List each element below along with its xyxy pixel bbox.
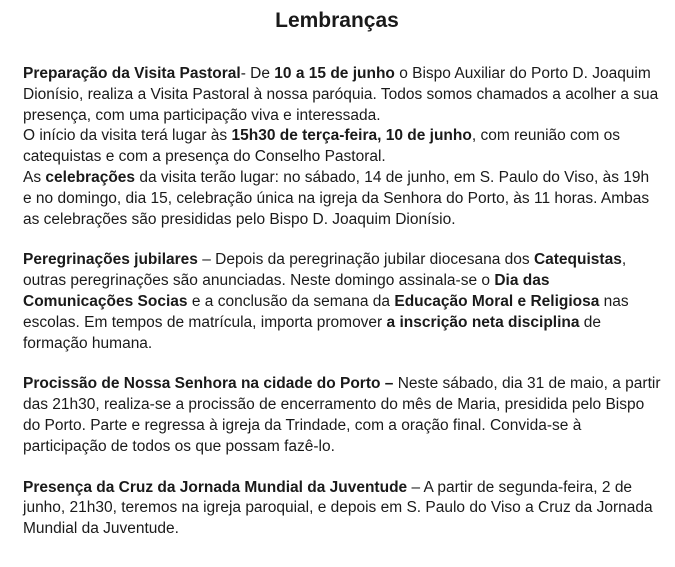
highlight-text: 15h30 de terça-feira, 10 de junho — [231, 127, 472, 145]
section-heading: Peregrinações jubilares — [23, 251, 198, 269]
body-text: o Bispo Auxiliar do Porto D. Joaquim Dionísio, realiza a Visita Pastoral à nossa paróquia. Todos somos chamados a acolher a sua presença, com uma participação viva e interessada. — [23, 65, 659, 124]
body-text: e a conclusão da semana da — [187, 292, 395, 310]
highlight-text: a inscrição neta disciplina — [386, 313, 580, 331]
section-visita-pastoral — [23, 64, 661, 230]
section-heading: Preparação da Visita Pastoral — [23, 65, 241, 82]
body-text: da visita terão lugar: no sábado, 14 de junho, em S. Paulo do Viso, às 19h e no domingo, dia 15, celebração única na igreja da Senhora do Porto, às 11 horas. Ambas as celebrações são presididas pelo Bispo D. Joaquim Dionísio. — [23, 168, 650, 228]
highlight-text: Dia das Comunicações Socias — [23, 272, 550, 310]
body-text: – A partir de segunda-feira, 2 de junho, 21h30, teremos na igreja paroquial, e depois em S. Paulo do Viso a Cruz da Jornada Mundial da Juventude. — [23, 478, 653, 538]
body-text: - De — [240, 65, 275, 82]
section-heading: Presença da Cruz da Jornada Mundial da Juventude — [23, 478, 408, 496]
section-peregrinacoes-jubilares — [23, 250, 661, 354]
body-text: As — [23, 168, 46, 186]
section-heading: Procissão de Nossa Senhora na cidade do Porto – — [23, 375, 394, 393]
body-text: Neste sábado, dia 31 de maio, a partir das 21h30, realiza-se a procissão de encerramento do mês de Maria, presidida pelo Bispo do Porto. Parte e regressa à igreja da Trindade, com a oração final. Convida-se à participação de todos os que possam fazê-lo. — [23, 375, 661, 455]
body-text: , com reunião com os catequistas e com a presença do Conselho Pastoral. — [23, 127, 621, 166]
body-text: – Depois da peregrinação jubilar diocesana dos — [197, 251, 534, 269]
highlight-text: celebrações — [45, 168, 136, 186]
highlight-text: Educação Moral e Religiosa — [394, 292, 600, 310]
body-text: , outras peregrinações são anunciadas. Neste domingo assinala-se o — [23, 251, 627, 290]
page-title: Lembranças — [275, 9, 399, 32]
body-text: O início da visita terá lugar às — [23, 127, 232, 145]
body-text: de formação humana. — [23, 313, 602, 352]
section-procissao-nossa-senhora — [23, 374, 661, 457]
body-text: nas escolas. Em tempos de matrícula, importa promover — [23, 292, 629, 331]
section-cruz-jornada-mundial — [23, 478, 661, 540]
highlight-text: Catequistas — [533, 251, 622, 269]
highlight-text: 10 a 15 de junho — [274, 65, 395, 82]
